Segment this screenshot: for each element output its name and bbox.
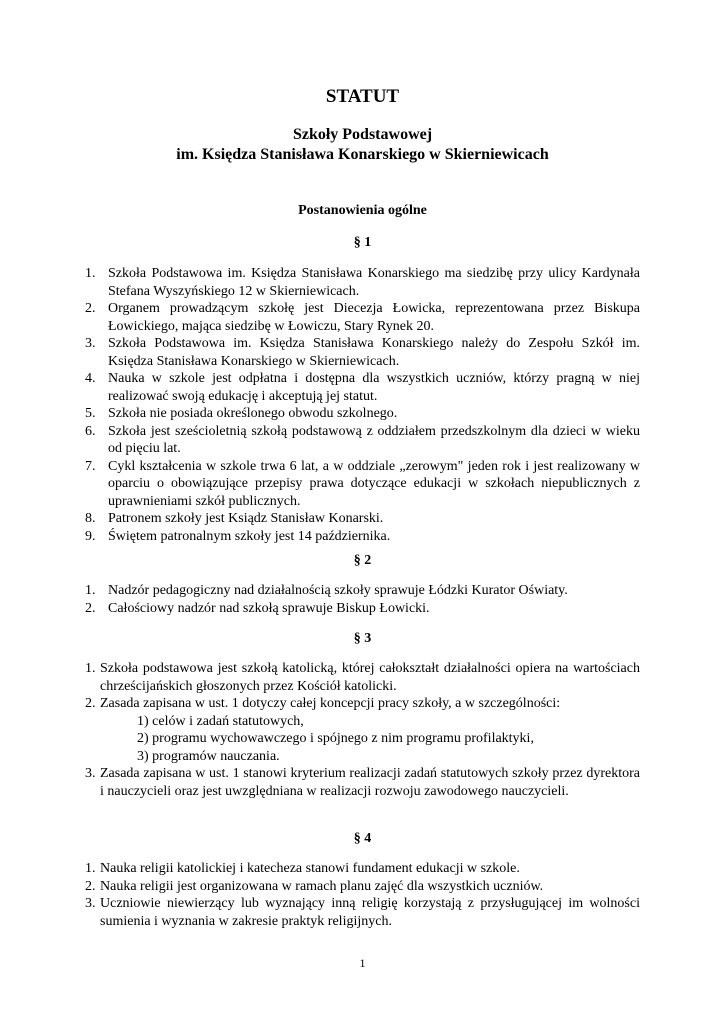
- page-number: 1: [359, 956, 366, 970]
- list-item: 2. Organem prowadzącym szkołę jest Diecezja Łowicka, reprezentowana przez Biskupa Łowickiego, mająca siedzibę w Łowiczu, Stary Rynek 20.: [85, 301, 640, 334]
- section-2-heading: § 2: [353, 553, 372, 568]
- list-item: 3. Zasada zapisana w ust. 1 stanowi kryterium realizacji zadań statutowych szkoły przez dyrektora i nauczycieli oraz jest uwzględniana w realizacji rozwoju zawodowego nauczycieli.: [85, 766, 640, 799]
- list-item: 6. Szkoła jest sześcioletnią szkołą podstawową z oddziałem przedszkolnym dla dzieci w wieku od pięciu lat.: [85, 423, 640, 456]
- list-item: 8. Patronem szkoły jest Ksiądz Stanisław Konarski.: [85, 511, 384, 526]
- list-item: 1. Szkoła podstawowa jest szkołą katolicką, której całokształt działalności opiera na wartościach chrześcijańskich głoszonych przez Kościół katolicki.: [85, 661, 640, 694]
- subtitle-line-2: im. Księdza Stanisława Konarskiego w Skierniewicach: [176, 146, 549, 163]
- section-3-list: [85, 660, 640, 800]
- list-item: 2. Całościowy nadzór nad szkołą sprawuje Biskup Łowicki.: [85, 600, 430, 616]
- list-item: 9. Świętem patronalnym szkoły jest 14 października.: [85, 528, 391, 544]
- list-item: 1. Nadzór pedagogiczny nad działalnością szkoły sprawuje Łódzki Kurator Oświaty.: [85, 583, 568, 598]
- section-4-heading: § 4: [353, 831, 372, 846]
- section-1-list: [85, 265, 640, 545]
- section-2-list: [85, 582, 640, 617]
- list-item: 2. Nauka religii jest organizowana w ramach planu zajęć dla wszystkich uczniów.: [85, 878, 544, 894]
- list-item: 5. Szkoła nie posiada określonego obwodu szkolnego.: [85, 406, 398, 421]
- document-subtitle: [0, 125, 725, 165]
- section-3-sublist: [100, 713, 640, 766]
- sub-list-item: 2) programu wychowawczego i spójnego z nim programu profilaktyki,: [137, 731, 534, 746]
- sub-list-item: 1) celów i zadań statutowych,: [137, 713, 304, 729]
- list-item: 7. Cykl kształcenia w szkole trwa 6 lat, a w oddziale „zerowym" jeden rok i jest realizowany w oparciu o obowiązujące przepisy prawa dotyczące edukacji w szkołach niepublicznych z uprawnieniami szkół publicznych.: [85, 458, 640, 509]
- document-title: STATUT: [325, 86, 400, 107]
- list-item: 3. Uczniowie niewierzący lub wyznający inną religię korzystają z przysługującej im wolności sumienia i wyznania w zakresie praktyk religijnych.: [85, 896, 640, 929]
- list-item: 3. Szkoła Podstawowa im. Księdza Stanisława Konarskiego należy do Zespołu Szkół im. Księdza Stanisława Konarskiego w Skierniewicach.: [85, 336, 640, 369]
- general-provisions-heading: Postanowienia ogólne: [298, 203, 427, 218]
- subtitle-line-1: Szkoły Podstawowej: [292, 126, 433, 143]
- section-1-heading: § 1: [353, 235, 372, 250]
- list-item: 1. Szkoła Podstawowa im. Księdza Stanisława Konarskiego ma siedzibę przy ulicy Kardynała Stefana Wyszyńskiego 12 w Skierniewicach.: [85, 266, 640, 299]
- sub-list-item: 3) programów nauczania.: [137, 748, 280, 764]
- section-3-heading: § 3: [353, 631, 372, 646]
- list-item: 2. Zasada zapisana w ust. 1 dotyczy całej koncepcji pracy szkoły, a w szczególności: 1) celów i zadań statutowych, 2) programu wychowawczego i spójnego z nim programu profilaktyki, 3) programów nauczania.: [85, 695, 640, 765]
- list-item: 1. Nauka religii katolickiej i katecheza stanowi fundament edukacji w szkole.: [85, 861, 520, 876]
- list-item: 4. Nauka w szkole jest odpłatna i dostępna dla wszystkich uczniów, którzy pragną w niej realizować swoją edukację i akceptują jej statut.: [85, 371, 640, 404]
- section-4-list: [85, 860, 640, 930]
